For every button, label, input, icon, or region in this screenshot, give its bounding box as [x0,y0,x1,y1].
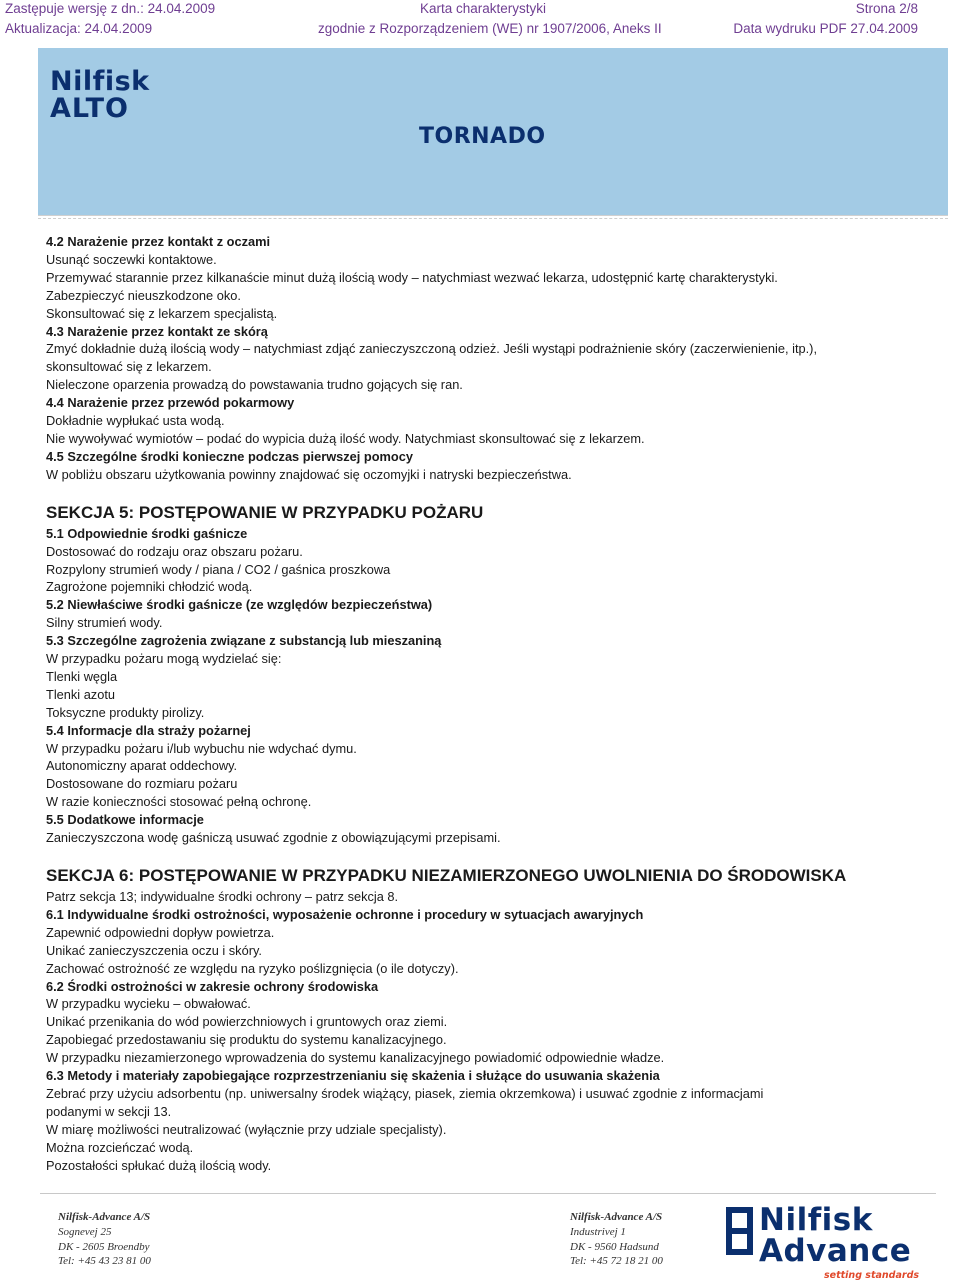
header-print-date: Data wydruku PDF 27.04.2009 [733,21,918,36]
logo-tagline: setting standards [824,1270,920,1281]
footer-city: DK - 2605 Broendby [58,1240,150,1253]
body-text-line: Rozpylony strumień wody / piana / CO2 / gaśnica proszkowa [46,561,391,577]
body-text-line: W przypadku pożaru mogą wydzielać się: [46,651,282,667]
header-page-number: Strona 2/8 [855,1,918,16]
footer-street: Industrivej 1 [570,1225,626,1238]
document-body [46,233,936,1175]
body-text-line: Dostosowane do rozmiaru pożaru [46,776,238,792]
subsection-heading: 4.3 Narażenie przez kontakt ze skórą [46,323,268,339]
body-text-line: Dokładnie wypłukać usta wodą. [46,413,225,429]
body-text-line: Patrz sekcja 13; indywidualne środki ochrony – patrz sekcja 8. [46,889,399,904]
footer-address-hadsund [570,1210,663,1269]
body-text-line: Tlenki węgla [46,668,118,684]
footer-company-name: Nilfisk-Advance A/S [570,1211,663,1223]
body-text-line: Toksyczne produkty pirolizy. [46,704,205,720]
product-name: TORNADO [419,124,546,149]
body-text-line: Przemywać starannie przez kilkanaście minut dużą ilością wody – natychmiast wezwać lekarza, udostępnić kartę charakterystyki. [46,269,778,285]
body-text-line: W razie konieczności stosować pełną ochronę. [46,794,312,810]
body-text-line: W miarę możliwości neutralizować (wyłącznie przy udziale specjalisty). [46,1121,447,1137]
subsection-heading: 6.3 Metody i materiały zapobiegające rozprzestrzenianiu się skażenia i służące do usuwania skażenia [46,1068,660,1084]
body-text-line: Unikać zanieczyszczenia oczu i skóry. [46,942,262,958]
body-text-line: W przypadku pożaru i/lub wybuchu nie wdychać dymu. [46,740,357,756]
body-text-line: Zagrożone pojemniki chłodzić wodą. [46,579,253,595]
nilfisk-alto-logo-line2: ALTO [50,93,130,124]
header-doc-title: Karta charakterystyki [420,1,547,16]
body-text-line: Pozostałości spłukać dużą ilością wody. [46,1157,272,1173]
footer-address-broendby [58,1210,151,1269]
section-heading: SEKCJA 5: POSTĘPOWANIE W PRZYPADKU POŻARU [46,502,484,522]
footer-phone: Tel: +45 72 18 21 00 [570,1255,663,1268]
body-text-line: Silny strumień wody. [46,615,163,631]
header-regulation: zgodnie z Rozporządzeniem (WE) nr 1907/2006, Aneks II [318,21,662,36]
body-text-line: Usunąć soczewki kontaktowe. [46,251,217,267]
subsection-heading: 4.5 Szczególne środki konieczne podczas pierwszej pomocy [46,448,413,464]
document-header [0,0,960,40]
body-text-line: W przypadku wycieku – obwałować. [46,996,251,1012]
nilfisk-alto-logo-line1: Nilfisk [50,66,150,97]
subsection-heading: 5.2 Niewłaściwe środki gaśnicze (ze względów bezpieczeństwa) [46,597,433,613]
body-text-line: Dostosować do rodzaju oraz obszaru pożaru. [46,543,303,559]
body-text-line: skonsultować się z lekarzem. [46,359,212,375]
body-text-line: Skonsultować się z lekarzem specjalistą. [46,305,278,321]
footer-company-name: Nilfisk-Advance A/S [58,1211,151,1223]
subsection-heading: 6.2 Środki ostrożności w zakresie ochrony środowiska [46,978,379,994]
section-heading: SEKCJA 6: POSTĘPOWANIE W PRZYPADKU NIEZAMIERZONEGO UWOLNIENIA DO ŚRODOWISKA [46,866,847,885]
subsection-heading: 5.3 Szczególne zagrożenia związane z substancją lub mieszaniną [46,633,442,649]
body-text-line: Zanieczyszczona wodę gaśniczą usuwać zgodnie z obowiązującymi przepisami. [46,830,501,846]
banner-divider [38,218,948,219]
body-text-line: Autonomiczny aparat oddechowy. [46,758,238,774]
body-text-line: Zmyć dokładnie dużą ilością wody – natychmiast zdjąć zanieczyszczoną odzież. Jeśli wystąpi podrażnienie skóry (zaczerwienienie, itp.), [46,341,817,357]
body-text-line: Można rozcieńczać wodą. [46,1139,194,1155]
nilfisk-advance-logo [726,1202,920,1283]
body-text-line: Tlenki azotu [46,686,115,702]
body-text-line: W pobliżu obszaru użytkowania powinny znajdować się oczomyjki i natryski bezpieczeństwa. [46,466,572,482]
header-replaces-version: Zastępuje wersję z dn.: 24.04.2009 [5,1,216,16]
subsection-heading: 5.5 Dodatkowe informacje [46,812,204,828]
body-text-line: Zabezpieczyć nieuszkodzone oko. [46,287,241,303]
nilfisk-advance-logo-line2: Advance [759,1233,912,1269]
body-text-line: Zachować ostrożność ze względu na ryzyko poślizgnięcia (o ile dotyczy). [46,960,459,976]
subsection-heading: 4.4 Narażenie przez przewód pokarmowy [46,395,295,411]
body-text-line: Zapewnić odpowiedni dopływ powietrza. [46,924,275,940]
product-banner [38,48,948,216]
footer-phone: Tel: +45 43 23 81 00 [58,1255,151,1268]
body-text-line: Nieleczone oparzenia prowadzą do powstawania trudno gojących się ran. [46,377,463,393]
nilfisk-advance-logo-line1: Nilfisk [759,1202,873,1238]
nilfisk-advance-logo-mark-icon [726,1207,753,1255]
subsection-heading: 6.1 Indywidualne środki ostrożności, wyposażenie ochronne i procedury w sytuacjach awaryjnych [46,906,644,922]
body-text-line: Unikać przenikania do wód powierzchniowych i gruntowych oraz ziemi. [46,1014,448,1030]
header-update-date: Aktualizacja: 24.04.2009 [5,21,153,36]
body-text-line: W przypadku niezamierzonego wprowadzenia do systemu kanalizacyjnego powiadomić odpowiednie władze. [46,1050,665,1066]
subsection-heading: 5.4 Informacje dla straży pożarnej [46,722,251,738]
subsection-heading: 5.1 Odpowiednie środki gaśnicze [46,525,248,541]
body-text-line: podanymi w sekcji 13. [46,1103,172,1119]
footer-divider [40,1193,936,1194]
body-text-line: Nie wywoływać wymiotów – podać do wypicia dużą ilość wody. Natychmiast skonsultować się z lekarzem. [46,430,645,446]
subsection-heading: 4.2 Narażenie przez kontakt z oczami [46,234,271,249]
footer-street: Sognevej 25 [58,1225,112,1238]
body-text-line: Zebrać przy użyciu adsorbentu (np. uniwersalny środek wiążący, piasek, ziemia okrzemkowa) i usuwać zgodnie z informacjami [46,1085,764,1101]
body-text-line: Zapobiegać przedostawaniu się produktu do systemu kanalizacyjnego. [46,1032,447,1048]
footer-city: DK - 9560 Hadsund [570,1240,659,1253]
